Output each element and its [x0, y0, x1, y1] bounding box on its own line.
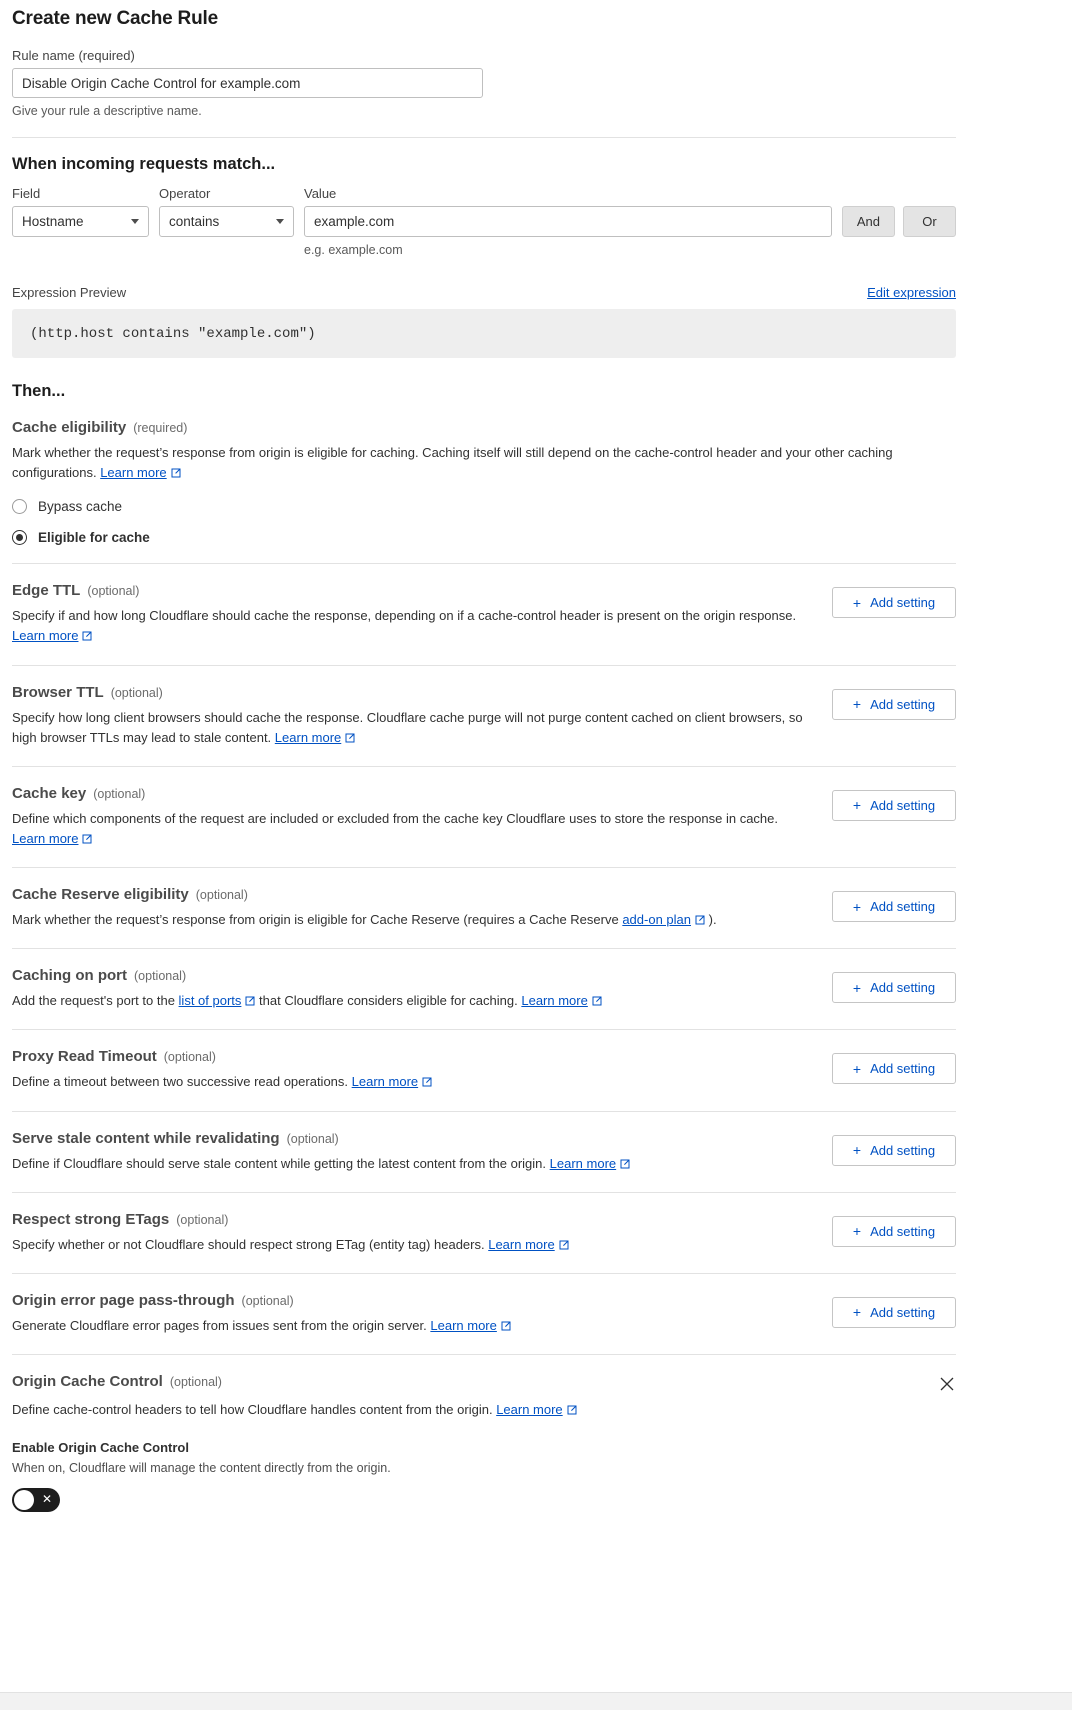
expression-preview-label: Expression Preview: [12, 285, 127, 300]
setting-browser-ttl: [12, 666, 956, 748]
respect-etags-title: Respect strong ETags: [12, 1210, 170, 1228]
add-setting-label: Add setting: [870, 899, 936, 915]
respect-etags-desc-text: Specify whether or not Cloudflare should respect strong ETag (entity tag) headers.: [12, 1236, 485, 1252]
origin-cache-control-desc-text: Define cache-control headers to tell how Cloudflare handles content from the origin.: [12, 1401, 493, 1417]
and-button[interactable]: And: [842, 206, 895, 237]
setting-origin-error-page-pass-through: [12, 1274, 956, 1336]
cache-key-desc-text: Define which components of the request are included or excluded from the cache key Cloudflare uses to store the response in cache.: [12, 810, 778, 826]
cache-eligibility-desc-text: Mark whether the request’s response from origin is eligible for caching. Caching itself will still depend on the cache-control header and your other caching configurations.: [12, 445, 893, 481]
serve-stale-desc-text: Define if Cloudflare should serve stale content while getting the latest content from the origin.: [12, 1155, 547, 1171]
origin-cache-control-optional: (optional): [169, 1374, 222, 1389]
setting-proxy-read-timeout: [12, 1030, 956, 1092]
external-link-icon: [82, 630, 92, 640]
field-label: Field: [12, 186, 41, 201]
expression-preview: (http.host contains "example.com"): [12, 309, 956, 358]
caching-on-port-desc-after: that Cloudflare considers eligible for caching.: [259, 993, 518, 1009]
expression-header: [12, 285, 956, 300]
proxy-read-timeout-desc-text: Define a timeout between two successive read operations.: [12, 1074, 349, 1090]
cache-reserve-add-setting-button[interactable]: [832, 891, 956, 922]
plus-icon: +: [852, 1060, 862, 1077]
origin-error-learn-more[interactable]: Learn more: [430, 1317, 497, 1333]
proxy-read-timeout-title: Proxy Read Timeout: [12, 1048, 157, 1066]
value-column: [304, 186, 832, 257]
external-link-icon: [245, 995, 255, 1005]
cache-key-learn-more[interactable]: Learn more: [12, 830, 79, 846]
field-select[interactable]: [12, 206, 149, 237]
value-label: Value: [304, 186, 337, 201]
cache-eligibility-required-tag: (required): [133, 421, 188, 435]
caching-on-port-desc: [12, 991, 812, 1011]
page-title: Create new Cache Rule: [12, 8, 218, 29]
browser-ttl-desc: [12, 708, 812, 748]
caching-on-port-add-setting-button[interactable]: [832, 972, 956, 1003]
cache-key-add-setting-button[interactable]: [832, 790, 956, 821]
edge-ttl-add-setting-button[interactable]: [832, 587, 956, 618]
chevron-down-icon: [131, 219, 139, 224]
browser-ttl-add-setting-button[interactable]: [832, 689, 956, 720]
external-link-icon: [592, 995, 602, 1005]
origin-cache-control-learn-more[interactable]: Learn more: [496, 1401, 563, 1417]
edge-ttl-title: Edge TTL: [12, 582, 81, 600]
browser-ttl-title: Browser TTL: [12, 683, 104, 701]
and-or-buttons: [842, 206, 956, 237]
serve-stale-optional: (optional): [286, 1131, 339, 1146]
respect-etags-add-setting-button[interactable]: [832, 1216, 956, 1247]
or-button[interactable]: Or: [903, 206, 956, 237]
origin-cache-control-title: Origin Cache Control: [12, 1372, 163, 1390]
cache-key-optional: (optional): [93, 786, 146, 801]
cache-eligibility-head: [12, 419, 956, 436]
add-setting-label: Add setting: [870, 1223, 936, 1239]
external-link-icon: [567, 1404, 577, 1414]
add-setting-label: Add setting: [870, 1142, 936, 1158]
rule-name-label: Rule name (required): [12, 48, 135, 63]
browser-ttl-learn-more[interactable]: Learn more: [274, 729, 342, 745]
eligible-for-cache-radio[interactable]: [12, 530, 27, 545]
add-setting-label: Add setting: [870, 797, 936, 813]
plus-icon: +: [852, 797, 862, 814]
serve-stale-learn-more[interactable]: Learn more: [549, 1155, 617, 1171]
edge-ttl-optional: (optional): [87, 584, 140, 599]
then-heading: Then...: [12, 382, 66, 400]
add-setting-label: Add setting: [870, 1061, 936, 1077]
enable-origin-cache-control-toggle[interactable]: [12, 1488, 60, 1512]
divider: [12, 137, 956, 138]
setting-cache-key: [12, 767, 956, 849]
caching-on-port-desc-before: Add the request's port to the: [12, 993, 175, 1009]
cache-eligibility-learn-more[interactable]: Learn more: [100, 465, 167, 481]
serve-stale-desc: [12, 1154, 812, 1174]
setting-caching-on-port: [12, 949, 956, 1011]
cache-eligibility-title: Cache eligibility: [12, 419, 127, 436]
serve-stale-add-setting-button[interactable]: [832, 1135, 956, 1166]
proxy-read-timeout-learn-more[interactable]: Learn more: [351, 1074, 419, 1090]
origin-error-desc: [12, 1316, 812, 1336]
external-link-icon: [345, 732, 355, 742]
match-row: [12, 186, 956, 257]
operator-column: [159, 186, 294, 237]
add-setting-label: Add setting: [870, 980, 936, 996]
toggle-off-icon: ✕: [41, 1492, 52, 1507]
setting-respect-strong-etags: [12, 1193, 956, 1255]
proxy-read-timeout-optional: (optional): [163, 1050, 216, 1065]
external-link-icon: [171, 467, 181, 477]
setting-edge-ttl: [12, 564, 956, 646]
operator-select-value: contains: [169, 214, 220, 229]
cache-reserve-optional: (optional): [195, 888, 248, 903]
toggle-knob: [14, 1490, 34, 1510]
cache-eligibility-desc: [12, 443, 942, 483]
operator-select[interactable]: [159, 206, 294, 237]
value-hint: e.g. example.com: [304, 243, 403, 257]
setting-serve-stale-content: [12, 1112, 956, 1174]
cache-reserve-title: Cache Reserve eligibility: [12, 886, 189, 904]
close-icon[interactable]: [938, 1375, 956, 1393]
cache-key-desc: [12, 809, 812, 849]
rule-name-input[interactable]: [12, 68, 483, 98]
chevron-down-icon: [276, 219, 284, 224]
origin-error-title: Origin error page pass-through: [12, 1291, 235, 1309]
field-column: [12, 186, 149, 237]
caching-on-port-learn-more[interactable]: Learn more: [521, 993, 588, 1009]
field-select-value: Hostname: [22, 214, 84, 229]
caching-on-port-list-link[interactable]: list of ports: [178, 993, 242, 1009]
plus-icon: +: [852, 979, 862, 996]
add-setting-label: Add setting: [870, 696, 936, 712]
external-link-icon: [501, 1320, 511, 1330]
cache-reserve-addon-plan-link[interactable]: add-on plan: [622, 912, 691, 928]
proxy-read-timeout-add-setting-button[interactable]: [832, 1053, 956, 1084]
bypass-cache-radio[interactable]: [12, 499, 27, 514]
external-link-icon: [82, 833, 92, 843]
cache-reserve-desc-before: Mark whether the request’s response from origin is eligible for Cache Reserve (requires a Cache Reserve: [12, 912, 619, 928]
browser-ttl-desc-text: Specify how long client browsers should cache the response. Cloudflare cache purge will not purge content cached on client browsers, so high browser TTLs may lead to stale content.: [12, 709, 803, 745]
enable-origin-cache-control-label: Enable Origin Cache Control: [12, 1440, 189, 1456]
respect-etags-desc: [12, 1235, 812, 1255]
serve-stale-title: Serve stale content while revalidating: [12, 1129, 280, 1147]
cache-rule-form: [0, 8, 1072, 1512]
plus-icon: +: [852, 898, 862, 915]
edit-expression-link[interactable]: Edit expression: [867, 285, 956, 300]
caching-on-port-title: Caching on port: [12, 967, 127, 985]
plus-icon: +: [852, 1142, 862, 1159]
respect-etags-optional: (optional): [176, 1212, 229, 1227]
add-setting-label: Add setting: [870, 1304, 936, 1320]
bottom-strip: [0, 1692, 1072, 1710]
external-link-icon: [620, 1158, 630, 1168]
external-link-icon: [422, 1076, 432, 1086]
origin-error-optional: (optional): [241, 1293, 294, 1308]
rule-name-group: [12, 48, 956, 118]
plus-icon: +: [852, 594, 862, 611]
plus-icon: +: [852, 696, 862, 713]
cache-reserve-desc: [12, 910, 812, 930]
bypass-cache-label: Bypass cache: [38, 499, 123, 515]
cache-eligibility-block: [12, 401, 956, 545]
rule-name-hint: Give your rule a descriptive name.: [12, 104, 202, 118]
eligible-for-cache-label: Eligible for cache: [38, 530, 150, 546]
add-setting-label: Add setting: [870, 595, 936, 611]
browser-ttl-optional: (optional): [110, 685, 163, 700]
caching-on-port-optional: (optional): [134, 969, 187, 984]
edge-ttl-learn-more[interactable]: Learn more: [12, 628, 79, 644]
setting-cache-reserve-eligibility: [12, 868, 956, 930]
cache-reserve-desc-after: ).: [708, 912, 717, 928]
enable-origin-cache-control-hint: When on, Cloudflare will manage the content directly from the origin.: [12, 1461, 391, 1476]
external-link-icon: [695, 914, 705, 924]
origin-cache-control-desc: [12, 1400, 942, 1420]
plus-icon: +: [852, 1223, 862, 1240]
bypass-cache-option[interactable]: [12, 499, 956, 514]
edge-ttl-desc-text: Specify if and how long Cloudflare should cache the response, depending on if a cache-control header is present on the origin response.: [12, 608, 797, 624]
respect-etags-learn-more[interactable]: Learn more: [488, 1236, 555, 1252]
origin-error-desc-text: Generate Cloudflare error pages from issues sent from the origin server.: [12, 1317, 427, 1333]
operator-label: Operator: [159, 186, 211, 201]
external-link-icon: [559, 1239, 569, 1249]
origin-error-add-setting-button[interactable]: [832, 1297, 956, 1328]
value-input[interactable]: [304, 206, 832, 237]
eligible-for-cache-option[interactable]: [12, 530, 956, 545]
setting-origin-cache-control: [12, 1355, 956, 1512]
proxy-read-timeout-desc: [12, 1072, 812, 1092]
edge-ttl-desc: [12, 606, 812, 646]
plus-icon: +: [852, 1304, 862, 1321]
match-heading: When incoming requests match...: [12, 155, 276, 173]
cache-key-title: Cache key: [12, 784, 87, 802]
